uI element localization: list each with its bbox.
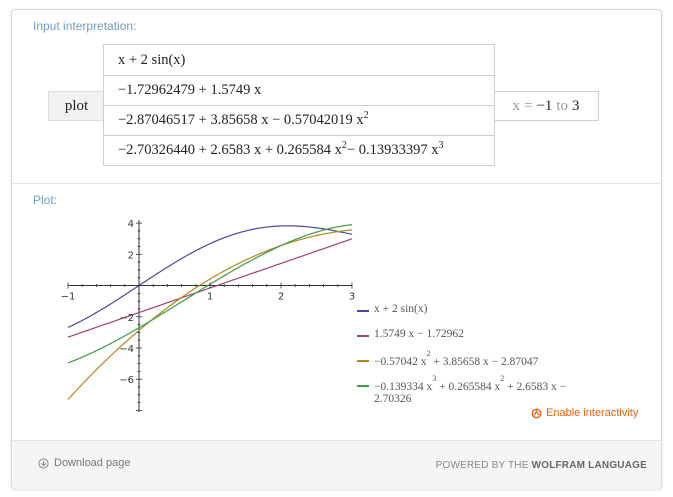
expression-text: −2.70326440 + 2.6583 x + 0.265584 x (118, 142, 342, 158)
range-variable: x (512, 97, 520, 114)
expression-exponent: 2 (341, 140, 347, 151)
plot-pod-title: Plot: (33, 193, 58, 207)
y-tick-label: 2 (127, 250, 134, 262)
y-tick-label: −4 (119, 344, 134, 355)
plot-range (494, 91, 599, 121)
download-page-button[interactable] (38, 457, 130, 469)
enable-interactivity-button[interactable] (531, 407, 638, 419)
series-line-1 (68, 226, 352, 328)
legend-item (357, 303, 427, 315)
legend-label: 2.70326 (374, 392, 412, 405)
range-end: 3 (572, 97, 580, 114)
legend-swatch (357, 310, 369, 312)
legend-swatch (357, 385, 369, 387)
legend-exponent: 3 (432, 374, 437, 383)
powered-by (436, 460, 647, 471)
download-icon (38, 458, 49, 469)
x-tick-label: 1 (206, 291, 214, 303)
legend-label: + 3.85658 x − 2.87047 (430, 355, 539, 368)
legend-exponent: 2 (426, 349, 431, 358)
x-tick-label: −1 (60, 291, 76, 303)
powered-brand: WOLFRAM LANGUAGE (531, 460, 647, 471)
x-tick-label: 3 (348, 291, 356, 303)
x-tick-label: 2 (277, 291, 285, 303)
expression-row (104, 45, 494, 75)
y-tick-label: 4 (127, 219, 134, 231)
range-to: to (556, 97, 569, 114)
input-pod-title: Input interpretation: (33, 19, 137, 33)
range-start: −1 (536, 97, 553, 114)
range-equals: = (523, 97, 533, 114)
expression-text: − 0.13933397 x (346, 142, 439, 158)
legend-swatch (357, 335, 369, 337)
result-card (11, 9, 662, 489)
interactivity-label: Enable interactivity (546, 407, 639, 419)
series-line-3 (68, 230, 352, 400)
plot-chart (42, 212, 356, 412)
expression-text: −1.72962479 + 1.5749 x (118, 82, 262, 98)
legend-label: 1.5749 x − 1.72962 (374, 328, 464, 340)
legend-swatch (357, 360, 369, 362)
expression-row (104, 75, 494, 105)
legend-exponent: 2 (500, 374, 505, 383)
expression-row (104, 105, 494, 135)
legend-label: + 2.6583 x − (504, 380, 567, 393)
page-footer (12, 440, 661, 489)
legend-label: + 0.265584 x (436, 380, 501, 393)
powered-prefix: POWERED BY THE (435, 460, 532, 471)
y-tick-label: −6 (119, 375, 134, 387)
expression-exponent: 2 (363, 110, 369, 121)
expression-table (103, 44, 495, 166)
legend-item (357, 328, 464, 340)
expression-text: x + 2 sin(x) (118, 51, 186, 68)
plot-command-label: plot (48, 91, 104, 121)
y-tick-label: −2 (119, 312, 134, 324)
legend-item (357, 349, 539, 368)
expression-row (104, 135, 494, 165)
legend-label: −0.139334 x (374, 380, 433, 393)
legend-label: −0.57042 x (374, 355, 427, 368)
legend-label: x + 2 sin(x) (374, 303, 428, 315)
expression-text: −2.87046517 + 3.85658 x − 0.57042019 x (118, 112, 364, 128)
legend-item (357, 374, 567, 405)
interactivity-icon (531, 408, 542, 419)
download-label: Download page (54, 457, 131, 469)
pod-divider (12, 183, 661, 184)
expression-exponent: 3 (438, 140, 444, 151)
